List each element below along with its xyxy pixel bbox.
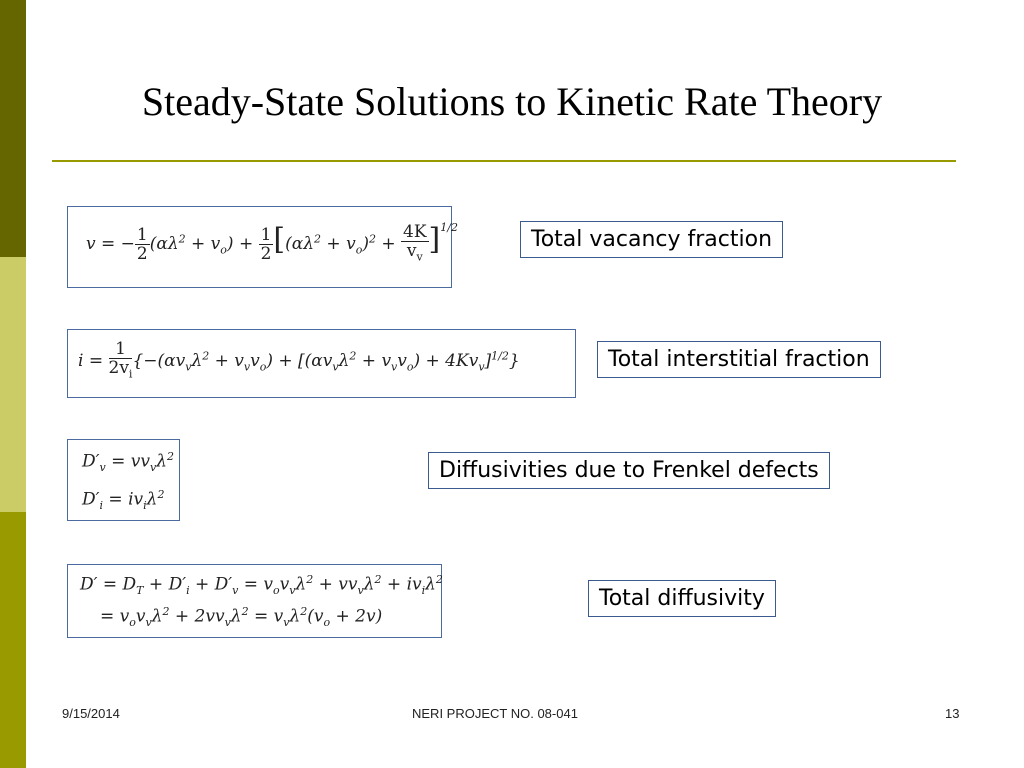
frenkel-defects-label: Diffusivities due to Frenkel defects [428,452,830,489]
footer-project: NERI PROJECT NO. 08-041 [412,706,578,721]
interstitial-equation-box: i = $\frac{1}{2v_i}$ $\{-(\alpha v_v\lambda^2 + v_vv_o) + [(\alpha v_v\lambda^2 + v_vv_o) + 4Kv_v]^{1/2}\}$ [67,329,576,398]
interstitial-diffusivity-equation: $D'_i = iv_i\lambda^2$ [82,488,165,513]
vacancy-diffusivity-equation: $D'_v = vv_v\lambda^2$ [82,450,174,475]
vacancy-fraction-label: Total vacancy fraction [520,221,783,258]
sidebar-light-band [0,257,26,512]
sidebar-dark-band [0,0,26,257]
title-underline [52,160,956,162]
total-diffusivity-label: Total diffusivity [588,580,776,617]
interstitial-fraction-label: Total interstitial fraction [597,341,881,378]
total-diffusivity-line-1: $D' = D_T + D'_i + D'_v = v_ov_v\lambda^2 + vv_v\lambda^2 + iv_i\lambda^2$ [80,573,443,598]
footer-date: 9/15/2014 [62,706,120,721]
total-diffusivity-line-2: = $v_ov_v\lambda^2 + 2vv_v\lambda^2 = v_v\lambda^2(v_o + 2v)$ [100,605,383,630]
frenkel-diffusivity-equations-box [67,439,180,521]
vacancy-equation-box: v = − $\frac{1}{2}$ $(\alpha\lambda^2 + v_o)$ + $\frac{1}{2}$ [$(\alpha\lambda^2 + v_o)^2$ + $\frac{4K}{v_v}$ ]$^{1/2}$ [67,206,452,288]
page-number: 13 [945,706,960,721]
sidebar-olive-band [0,512,26,768]
total-diffusivity-equation-box [67,564,442,638]
slide-title: Steady-State Solutions to Kinetic Rate Theory [141,79,883,124]
